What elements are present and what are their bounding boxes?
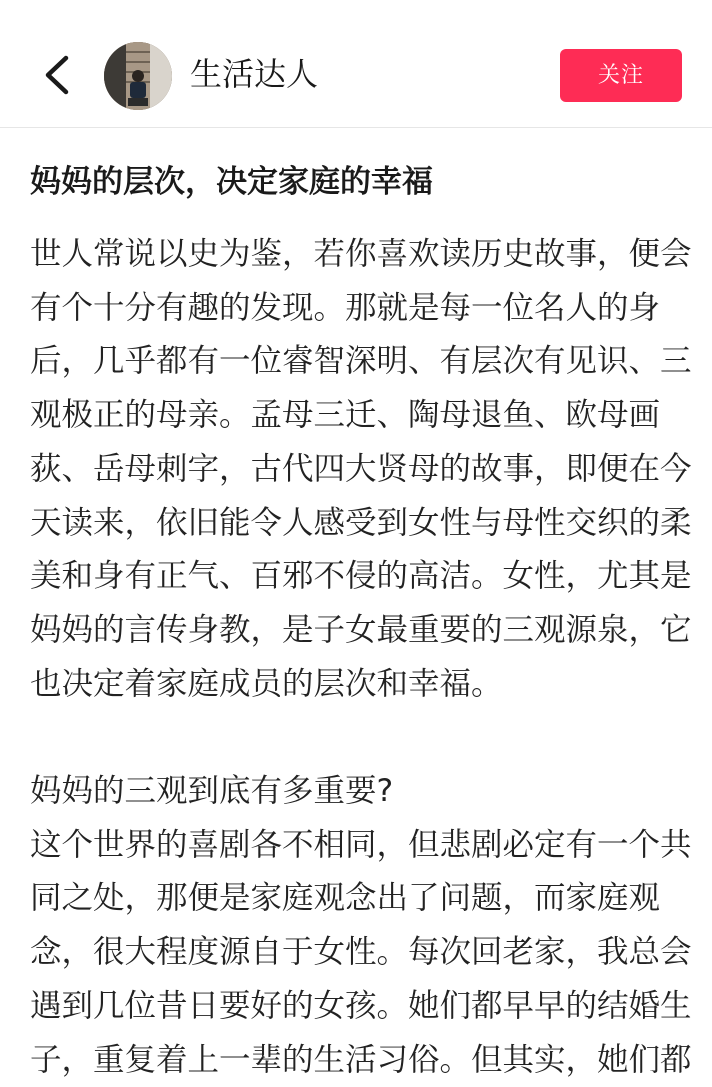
paragraph-1-line: 观极正的母亲。孟母三迁、陶母退鱼、欧母画: [30, 397, 661, 434]
paragraph-1-line: 也决定着家庭成员的层次和幸福。: [30, 665, 503, 702]
paragraph-2-line: 遇到几位昔日要好的女孩。她们都早早的结婚生: [30, 987, 692, 1024]
follow-button[interactable]: 关注: [560, 49, 682, 102]
paragraph-1-line: 美和身有正气、百邪不侵的高洁。女性，尤其是: [30, 558, 692, 595]
username[interactable]: 生活达人: [190, 55, 319, 93]
paragraph-1-line: 有个十分有趣的发现。那就是每一位名人的身: [30, 289, 661, 326]
paragraph-1: [30, 228, 692, 711]
paragraph-1-line: 荻、岳母刺字，古代四大贤母的故事，即便在今: [30, 450, 692, 487]
back-button[interactable]: [36, 50, 80, 100]
paragraph-1-line: 妈妈的言传身教，是子女最重要的三观源泉，它: [30, 611, 692, 648]
article: [30, 156, 692, 1087]
paragraph-2-line: 念，很大程度源自于女性。每次回老家，我总会: [30, 934, 692, 971]
section-heading: 妈妈的三观到底有多重要?: [30, 773, 394, 810]
chevron-left-icon: [36, 50, 80, 100]
paragraph-1-line: 世人常说以史为鉴，若你喜欢读历史故事，便会: [30, 236, 692, 272]
paragraph-2-line: 这个世界的喜剧各不相同，但悲剧必定有一个共: [30, 826, 692, 863]
paragraph-2: [30, 819, 692, 1087]
paragraph-1-line: 天读来，依旧能令人感受到女性与母性交织的柔: [30, 504, 692, 541]
avatar-photo: [104, 42, 172, 110]
paragraph-2-line: 同之处，那便是家庭观念出了问题，而家庭观: [30, 880, 661, 917]
top-bar: [0, 0, 712, 128]
paragraph-spacer: [30, 711, 682, 765]
avatar[interactable]: [104, 42, 172, 110]
article-title: 妈妈的层次，决定家庭的幸福: [30, 164, 433, 200]
paragraph-2-line: 子，重复着上一辈的生活习俗。但其实，她们都: [30, 1041, 692, 1078]
paragraph-1-line: 后，几乎都有一位睿智深明、有层次有见识、三: [30, 343, 692, 380]
